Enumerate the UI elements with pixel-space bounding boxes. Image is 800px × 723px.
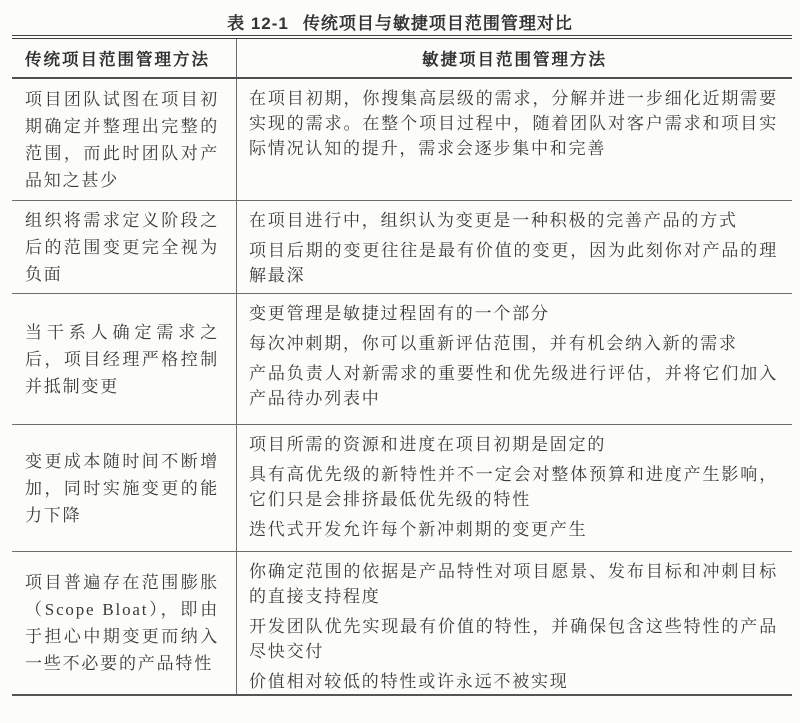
agile-paragraph: 变更管理是敏捷过程固有的一个部分 (249, 304, 550, 323)
agile-cell (237, 552, 792, 694)
comparison-table (12, 35, 792, 696)
table-number: 表 12-1 (227, 14, 289, 33)
table-row (12, 552, 792, 694)
agile-cell (237, 425, 792, 551)
table-header-row (12, 39, 792, 79)
agile-paragraph: 开发团队优先实现最有价值的特性，并确保包含这些特性的产品尽快交付 (249, 617, 778, 661)
table-body (12, 79, 792, 694)
agile-paragraph: 迭代式开发允许每个新冲刺期的变更产生 (249, 520, 588, 539)
agile-paragraph: 产品负责人对新需求的重要性和优先级进行评估，并将它们加入产品待办列表中 (249, 364, 778, 408)
agile-paragraph: 在项目初期，你搜集高层级的需求，分解并进一步细化近期需要实现的需求。在整个项目过程中，随着团队对客户需求和项目实际情况认知的提升，需求会逐步集中和完善 (249, 89, 778, 158)
traditional-cell (12, 552, 237, 694)
table-title: 传统项目与敏捷项目范围管理对比 (302, 14, 573, 33)
table-caption (0, 0, 800, 35)
table-row (12, 294, 792, 425)
agile-paragraph: 你确定范围的依据是产品特性对项目愿景、发布目标和冲刺目标的直接支持程度 (249, 562, 778, 606)
agile-cell (237, 294, 792, 424)
table-row (12, 79, 792, 201)
traditional-cell (12, 79, 237, 200)
traditional-cell (12, 294, 237, 424)
agile-paragraph: 项目所需的资源和进度在项目初期是固定的 (249, 435, 607, 454)
traditional-text: 变更成本随时间不断增加，同时实施变更的能力下降 (25, 451, 219, 525)
traditional-text: 组织将需求定义阶段之后的范围变更完全视为负面 (25, 210, 219, 284)
table-row (12, 201, 792, 294)
traditional-text: 当干系人确定需求之后，项目经理严格控制并抵制变更 (25, 322, 219, 396)
traditional-cell (12, 201, 237, 293)
agile-cell (237, 201, 792, 293)
agile-cell (237, 79, 792, 200)
header-traditional: 传统项目范围管理方法 (12, 39, 237, 77)
agile-paragraph: 在项目进行中，组织认为变更是一种积极的完善产品的方式 (249, 211, 738, 230)
table-row (12, 425, 792, 552)
agile-paragraph: 价值相对较低的特性或许永远不被实现 (249, 672, 569, 691)
traditional-text: 项目团队试图在项目初期确定并整理出完整的范围，而此时团队对产品知之甚少 (25, 89, 219, 190)
agile-paragraph: 具有高优先级的新特性并不一定会对整体预算和进度产生影响，它们只是会排挤最低优先级的特性 (249, 465, 778, 509)
agile-paragraph: 项目后期的变更往往是最有价值的变更，因为此刻你对产品的理解最深 (249, 241, 778, 285)
traditional-cell (12, 425, 237, 551)
traditional-text: 项目普遍存在范围膨胀（Scope Bloat），即由于担心中期变更而纳入一些不必要的产品特性 (25, 573, 219, 673)
agile-paragraph: 每次冲刺期，你可以重新评估范围，并有机会纳入新的需求 (249, 334, 738, 353)
header-agile: 敏捷项目范围管理方法 (422, 51, 607, 69)
